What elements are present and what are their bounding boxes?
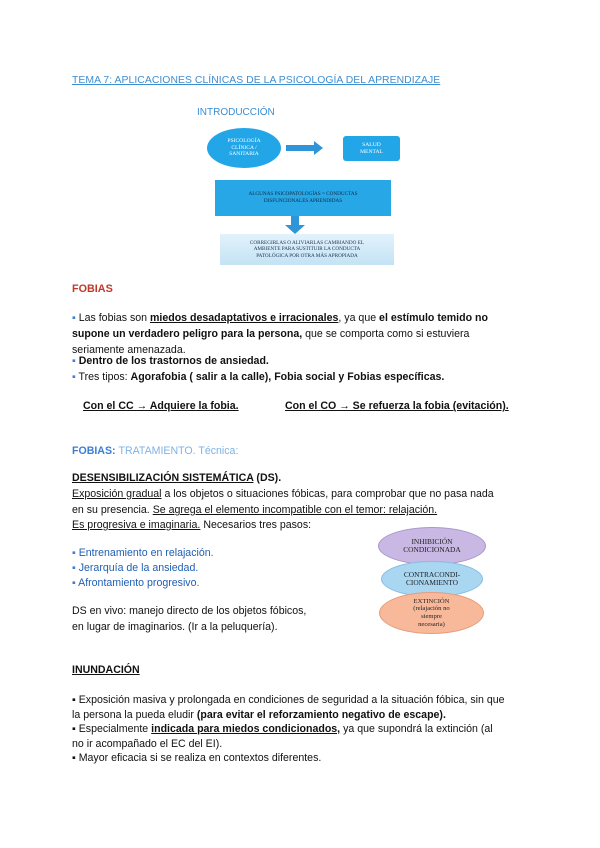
ds-line-3 xyxy=(72,517,311,533)
extinction-oval xyxy=(379,592,484,634)
inundacion-line-5 xyxy=(72,750,321,766)
oval-line: EXTINCIÓN xyxy=(413,597,450,605)
text: Exposición masiva y prolongada en condiciones de seguridad a la situación fóbica, sin que xyxy=(78,694,505,706)
fobias-paragraph-1 xyxy=(72,310,488,326)
clinical-psychology-oval xyxy=(207,128,281,168)
bullet: ▪ xyxy=(72,694,76,706)
fobias-paragraph-1-line-3: seriamente amenazada. xyxy=(72,344,186,356)
right-arrow-icon xyxy=(286,141,324,155)
oval-line: CONTRACONDI- xyxy=(403,569,461,579)
text: la persona la pueda eludir xyxy=(72,709,197,721)
text: a los objetos o situaciones fóbicas, para comprobar que no pasa nada xyxy=(161,488,494,500)
bullet: ▪ xyxy=(72,723,76,735)
learned-conducts-box xyxy=(215,180,391,216)
ds-step xyxy=(72,560,198,576)
fobias-heading: FOBIAS xyxy=(72,283,113,295)
cc-statement: Con el CC → Adquiere la fobia. xyxy=(83,400,239,412)
text: TRATAMIENTO. Técnica: xyxy=(118,445,239,457)
oval-line: (relajación no xyxy=(413,605,450,613)
bullet: ▪ xyxy=(72,547,76,559)
bullet: ▪ xyxy=(72,312,76,324)
oval-line: CIONAMIENTO xyxy=(405,578,458,587)
text: Se agrega el elemento incompatible con el temor: relajación. xyxy=(152,504,438,516)
text: Tres tipos: xyxy=(78,371,131,383)
correction-box xyxy=(220,234,394,265)
ds-heading xyxy=(72,470,281,486)
box-middle-line: ALGUNAS PSICOPATOLOGÍAS = CONDUCTAS xyxy=(248,191,358,197)
intro-label: INTRODUCCIÓN xyxy=(197,107,275,118)
bullet: ▪ xyxy=(72,562,76,574)
bullet: ▪ xyxy=(72,577,76,589)
oval-left-line: CLÍNICA / xyxy=(231,144,257,151)
ds-step xyxy=(72,575,199,591)
text: ya que supondrá la extinción (al xyxy=(340,723,493,735)
text: Exposición gradual xyxy=(72,488,162,500)
text-bold: (DS). xyxy=(253,472,282,484)
text: Especialmente xyxy=(78,723,152,735)
ds-line-2 xyxy=(72,502,437,518)
bullet: ▪ xyxy=(72,371,76,383)
inundacion-line-1 xyxy=(72,692,505,708)
ds-vivo-line-2: en lugar de imaginarios. (Ir a la peluquería). xyxy=(72,621,278,633)
mental-health-box xyxy=(343,136,400,161)
text: en su presencia. xyxy=(72,504,153,516)
text: Afrontamiento progresivo. xyxy=(78,577,200,589)
text: Necesarios tres pasos: xyxy=(200,519,312,531)
text: Las fobias son xyxy=(78,312,150,324)
oval-left-line: PSICOLOGÍA xyxy=(227,138,261,145)
text-bold: miedos desadaptativos e irracionales xyxy=(149,312,339,324)
bullet: ▪ xyxy=(72,355,76,367)
text: Mayor eficacia si se realiza en contextos diferentes. xyxy=(78,752,322,764)
text-bold: supone un verdadero peligro para la persona, xyxy=(72,328,303,340)
box-bottom-line: PATOLÓGICA POR OTRA MÁS APROPIADA xyxy=(256,252,358,259)
text: Jerarquía de la ansiedad. xyxy=(78,562,199,574)
fobias-paragraph-2 xyxy=(72,353,269,369)
text-bold: FOBIAS: xyxy=(72,445,119,457)
box-bottom-line: CORREGIRLAS O ALIVIARLAS CAMBIANDO EL xyxy=(249,239,365,246)
inhibition-oval xyxy=(378,527,486,565)
text-bold: indicada para miedos condicionados, xyxy=(151,723,341,735)
down-arrow-icon xyxy=(285,216,305,234)
ds-step xyxy=(72,545,214,561)
inundacion-heading: INUNDACIÓN xyxy=(72,664,140,676)
text-bold: Agorafobia ( salir a la calle), Fobia social y Fobias específicas. xyxy=(130,371,445,383)
text-bold: Dentro de los trastornos de ansiedad. xyxy=(78,355,269,367)
box-right-line: MENTAL xyxy=(360,148,383,155)
box-middle-line: DISFUNCIONALES APRENDIDAS xyxy=(263,198,343,204)
text-bold: el estímulo temido no xyxy=(379,312,488,324)
text-bold: DESENSIBILIZACIÓN SISTEMÁTICA xyxy=(72,472,254,484)
oval-line: necesaria) xyxy=(418,620,445,628)
ds-line-1 xyxy=(72,486,494,502)
box-bottom-line: AMBIENTE PARA SUSTITUIR LA CONDUCTA xyxy=(253,246,361,253)
text: , ya que xyxy=(338,312,380,324)
text: que se comporta como si estuviera xyxy=(302,328,470,340)
oval-line: INHIBICIÓN xyxy=(411,536,453,546)
text: Entrenamiento en relajación. xyxy=(78,547,214,559)
oval-left-line: SANITARIA xyxy=(229,151,259,158)
text-bold: (para evitar el reforzamiento negativo de escape). xyxy=(196,709,446,721)
oval-line: siempre xyxy=(421,613,442,620)
tratamiento-heading xyxy=(72,443,238,459)
fobias-paragraph-1-line-2 xyxy=(72,326,469,342)
bullet: ▪ xyxy=(72,752,76,764)
oval-line: CONDICIONADA xyxy=(403,545,461,554)
co-statement: Con el CO → Se refuerza la fobia (evitación). xyxy=(285,400,509,412)
box-right-line: SALUD xyxy=(362,141,381,148)
page-title: TEMA 7: APLICACIONES CLÍNICAS DE LA PSICOLOGÍA DEL APRENDIZAJE xyxy=(72,75,441,86)
inundacion-line-3 xyxy=(72,721,493,737)
text: Es progresiva e imaginaria. xyxy=(72,519,201,531)
ds-vivo-line-1: DS en vivo: manejo directo de los objetos fóbicos, xyxy=(72,605,307,617)
fobias-paragraph-3 xyxy=(72,369,444,385)
inundacion-line-4: no ir acompañado el EC del EI). xyxy=(72,738,223,750)
